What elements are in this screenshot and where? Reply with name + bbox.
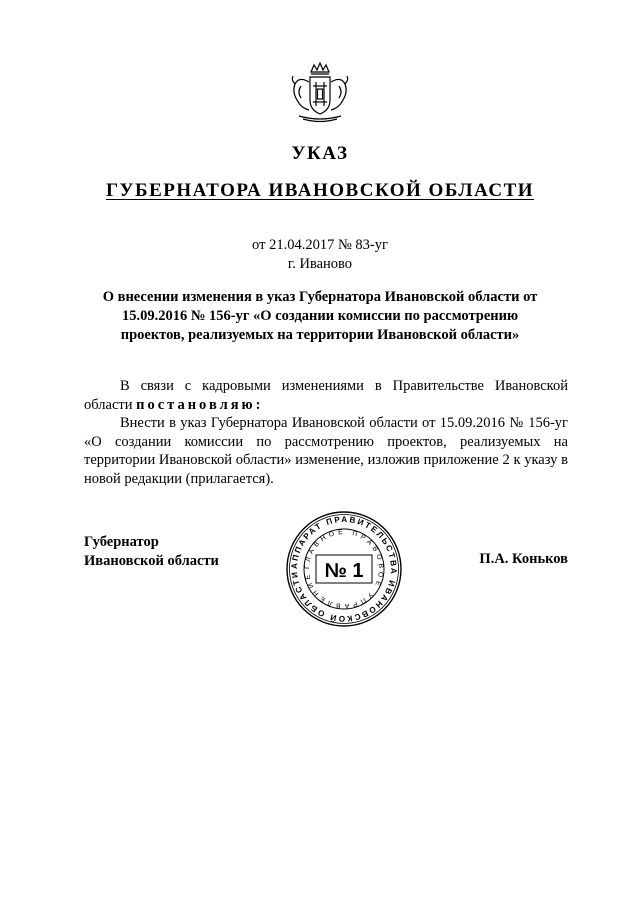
body-paragraph-1 — [84, 377, 568, 414]
document-subtitle: ГУБЕРНАТОРА ИВАНОВСКОЙ ОБЛАСТИ — [105, 180, 535, 201]
decree-date-number: от 21.04.2017 № 83-уг — [252, 237, 388, 253]
decree-body — [84, 377, 568, 488]
signatory-position-line-2: Ивановской области — [84, 553, 219, 569]
decree-subject: О внесении изменения в указ Губернатора Ивановской области от 15.09.2016 № 156-уг «О создании комиссии по рассмотрению проектов, реализуемых на территории Ивановской области» — [102, 289, 538, 343]
coat-of-arms-icon — [287, 62, 353, 124]
decree-word: постановляю: — [136, 396, 264, 413]
signatory-name: П.А. Коньков — [479, 551, 568, 567]
decree-city: г. Иваново — [287, 256, 353, 272]
body-paragraph-2: Внести в указ Губернатора Ивановской области от 15.09.2016 № 156-уг «О создании комиссии по рассмотрению проектов, реализуемых на территории Ивановской области» изменение, изложив приложение 2 к указу в новой редакции (прилагается). — [84, 415, 568, 487]
seal-inner-text: ГЛАВНОЕ ПРАВОВОЕ УПРАВЛЕНИЕ — [303, 528, 385, 610]
signatory-position — [84, 533, 219, 571]
body-paragraph-1-text: В связи с кадровыми изменениями в Правительстве Ивановской области — [84, 378, 568, 413]
document-title: УКАЗ — [291, 143, 349, 164]
signatory-position-line-1: Губернатор — [84, 534, 159, 550]
official-seal-stamp — [285, 510, 403, 628]
seal-number: № 1 — [324, 560, 364, 582]
seal-ring-text: АППАРАТ ПРАВИТЕЛЬСТВА ИВАНОВСКОЙ ОБЛАСТИ — [289, 514, 399, 624]
